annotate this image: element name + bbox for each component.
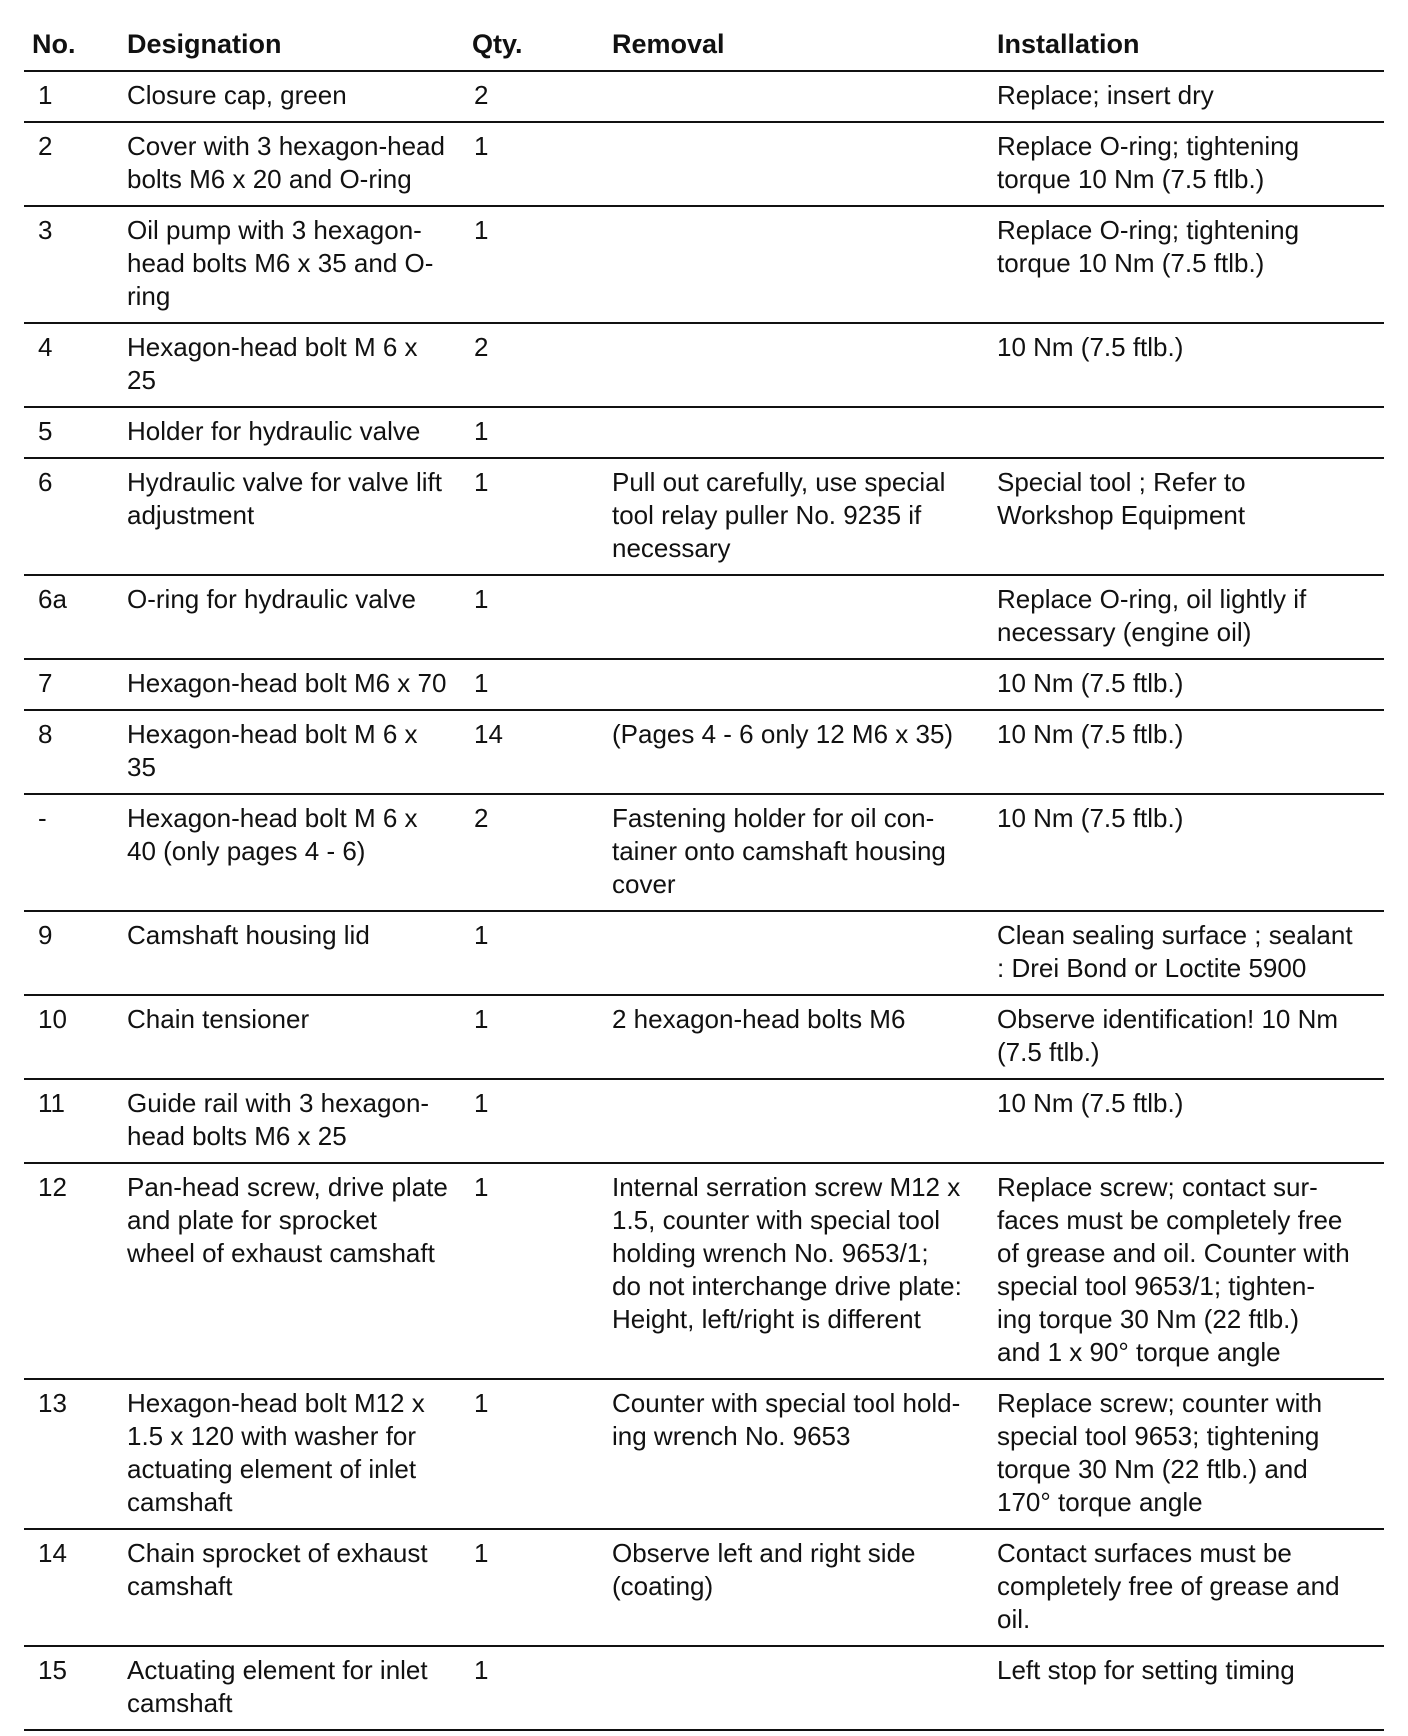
cell-removal [604,575,989,659]
table-row [24,1646,1384,1730]
cell-no: 12 [24,1163,119,1379]
cell-removal [604,407,989,458]
cell-designation: Hexagon-head bolt M 6 x 35 [119,710,464,794]
table-row [24,206,1384,323]
cell-removal: (Pages 4 - 6 only 12 M6 x 35) [604,710,989,794]
cell-installation: 10 Nm (7.5 ftlb.) [989,710,1384,794]
table-row [24,458,1384,575]
cell-qty: 1 [464,1646,604,1730]
cell-installation: Replace O-ring, oil lightly if necessary (engine oil) [989,575,1384,659]
cell-removal: 2 hexagon-head bolts M6 [604,995,989,1079]
table-row [24,659,1384,710]
header-designation: Designation [119,22,464,71]
cell-designation: Cover with 3 hexagon-head bolts M6 x 20 and O-ring [119,122,464,206]
table-row [24,1163,1384,1379]
cell-removal [604,122,989,206]
cell-no: 6 [24,458,119,575]
cell-removal [604,911,989,995]
cell-designation: Chain tensioner [119,995,464,1079]
cell-installation: Left stop for setting timing [989,1646,1384,1730]
cell-removal: Internal serration screw M12 x 1.5, counter with special tool holding wrench No. 9653/1; do not interchange drive plate: Height, left/right is different [604,1163,989,1379]
cell-no: 13 [24,1379,119,1529]
cell-no: 14 [24,1529,119,1646]
cell-installation: Replace O-ring; tightening torque 10 Nm (7.5 ftlb.) [989,206,1384,323]
table-row [24,122,1384,206]
cell-removal [604,323,989,407]
cell-qty: 1 [464,911,604,995]
cell-installation [989,407,1384,458]
cell-no: 1 [24,71,119,122]
cell-qty: 1 [464,659,604,710]
cell-installation: Special tool ; Refer to Workshop Equipment [989,458,1384,575]
cell-designation: Hexagon-head bolt M6 x 70 [119,659,464,710]
cell-designation: Hexagon-head bolt M 6 x 40 (only pages 4 - 6) [119,794,464,911]
cell-no: - [24,794,119,911]
cell-designation: Camshaft housing lid [119,911,464,995]
cell-designation: Pan-head screw, drive plate and plate for sprocket wheel of exhaust camshaft [119,1163,464,1379]
cell-no: 5 [24,407,119,458]
cell-designation: Guide rail with 3 hexagon- head bolts M6 x 25 [119,1079,464,1163]
cell-qty: 1 [464,1079,604,1163]
cell-installation: Clean sealing surface ; sealant : Drei Bond or Loctite 5900 [989,911,1384,995]
cell-qty: 1 [464,1379,604,1529]
cell-no: 2 [24,122,119,206]
header-qty: Qty. [464,22,604,71]
cell-removal [604,206,989,323]
cell-qty: 2 [464,323,604,407]
cell-qty: 1 [464,575,604,659]
table-row [24,995,1384,1079]
cell-no: 10 [24,995,119,1079]
table-row [24,1529,1384,1646]
cell-qty: 1 [464,407,604,458]
cell-installation: Replace O-ring; tightening torque 10 Nm (7.5 ftlb.) [989,122,1384,206]
cell-installation: 10 Nm (7.5 ftlb.) [989,794,1384,911]
header-removal: Removal [604,22,989,71]
cell-designation: Chain sprocket of exhaust camshaft [119,1529,464,1646]
table-row [24,911,1384,995]
table-row [24,323,1384,407]
cell-qty: 1 [464,1529,604,1646]
cell-designation: Hexagon-head bolt M12 x 1.5 x 120 with washer for actuating element of inlet camshaft [119,1379,464,1529]
cell-installation: 10 Nm (7.5 ftlb.) [989,659,1384,710]
header-no: No. [24,22,119,71]
cell-designation: Closure cap, green [119,71,464,122]
table-row [24,1079,1384,1163]
table-row [24,710,1384,794]
cell-installation: Contact surfaces must be completely free of grease and oil. [989,1529,1384,1646]
table-header [24,22,1384,71]
cell-installation: Observe identification! 10 Nm (7.5 ftlb.) [989,995,1384,1079]
cell-removal [604,71,989,122]
header-row [24,22,1384,71]
cell-qty: 14 [464,710,604,794]
cell-no: 6a [24,575,119,659]
cell-qty: 1 [464,995,604,1079]
header-installation: Installation [989,22,1384,71]
cell-no: 11 [24,1079,119,1163]
cell-qty: 2 [464,794,604,911]
cell-qty: 1 [464,122,604,206]
cell-designation: Hexagon-head bolt M 6 x 25 [119,323,464,407]
cell-designation: Oil pump with 3 hexagon- head bolts M6 x 35 and O- ring [119,206,464,323]
cell-qty: 1 [464,1163,604,1379]
cell-installation: Replace screw; counter with special tool 9653; tightening torque 30 Nm (22 ftlb.) and 170° torque angle [989,1379,1384,1529]
cell-removal: Fastening holder for oil con- tainer onto camshaft housing cover [604,794,989,911]
table-row [24,407,1384,458]
cell-designation: Holder for hydraulic valve [119,407,464,458]
cell-qty: 1 [464,206,604,323]
cell-designation: Hydraulic valve for valve lift adjustment [119,458,464,575]
cell-designation: O-ring for hydraulic valve [119,575,464,659]
cell-removal [604,1646,989,1730]
cell-no: 8 [24,710,119,794]
cell-no: 7 [24,659,119,710]
parts-table [24,22,1384,1731]
cell-no: 15 [24,1646,119,1730]
cell-no: 3 [24,206,119,323]
cell-installation: 10 Nm (7.5 ftlb.) [989,1079,1384,1163]
cell-no: 4 [24,323,119,407]
cell-qty: 1 [464,458,604,575]
cell-no: 9 [24,911,119,995]
cell-installation: Replace screw; contact sur- faces must be completely free of grease and oil. Counter with special tool 9653/1; tighten- ing torque 30 Nm (22 ftlb.) and 1 x 90° torque angle [989,1163,1384,1379]
cell-removal: Counter with special tool hold- ing wrench No. 9653 [604,1379,989,1529]
cell-removal [604,659,989,710]
table-row [24,71,1384,122]
cell-installation: Replace; insert dry [989,71,1384,122]
cell-removal: Pull out carefully, use special tool relay puller No. 9235 if necessary [604,458,989,575]
cell-qty: 2 [464,71,604,122]
table-body [24,71,1384,1730]
table-row [24,794,1384,911]
cell-installation: 10 Nm (7.5 ftlb.) [989,323,1384,407]
cell-designation: Actuating element for inlet camshaft [119,1646,464,1730]
cell-removal [604,1079,989,1163]
table-row [24,575,1384,659]
cell-removal: Observe left and right side (coating) [604,1529,989,1646]
table-row [24,1379,1384,1529]
